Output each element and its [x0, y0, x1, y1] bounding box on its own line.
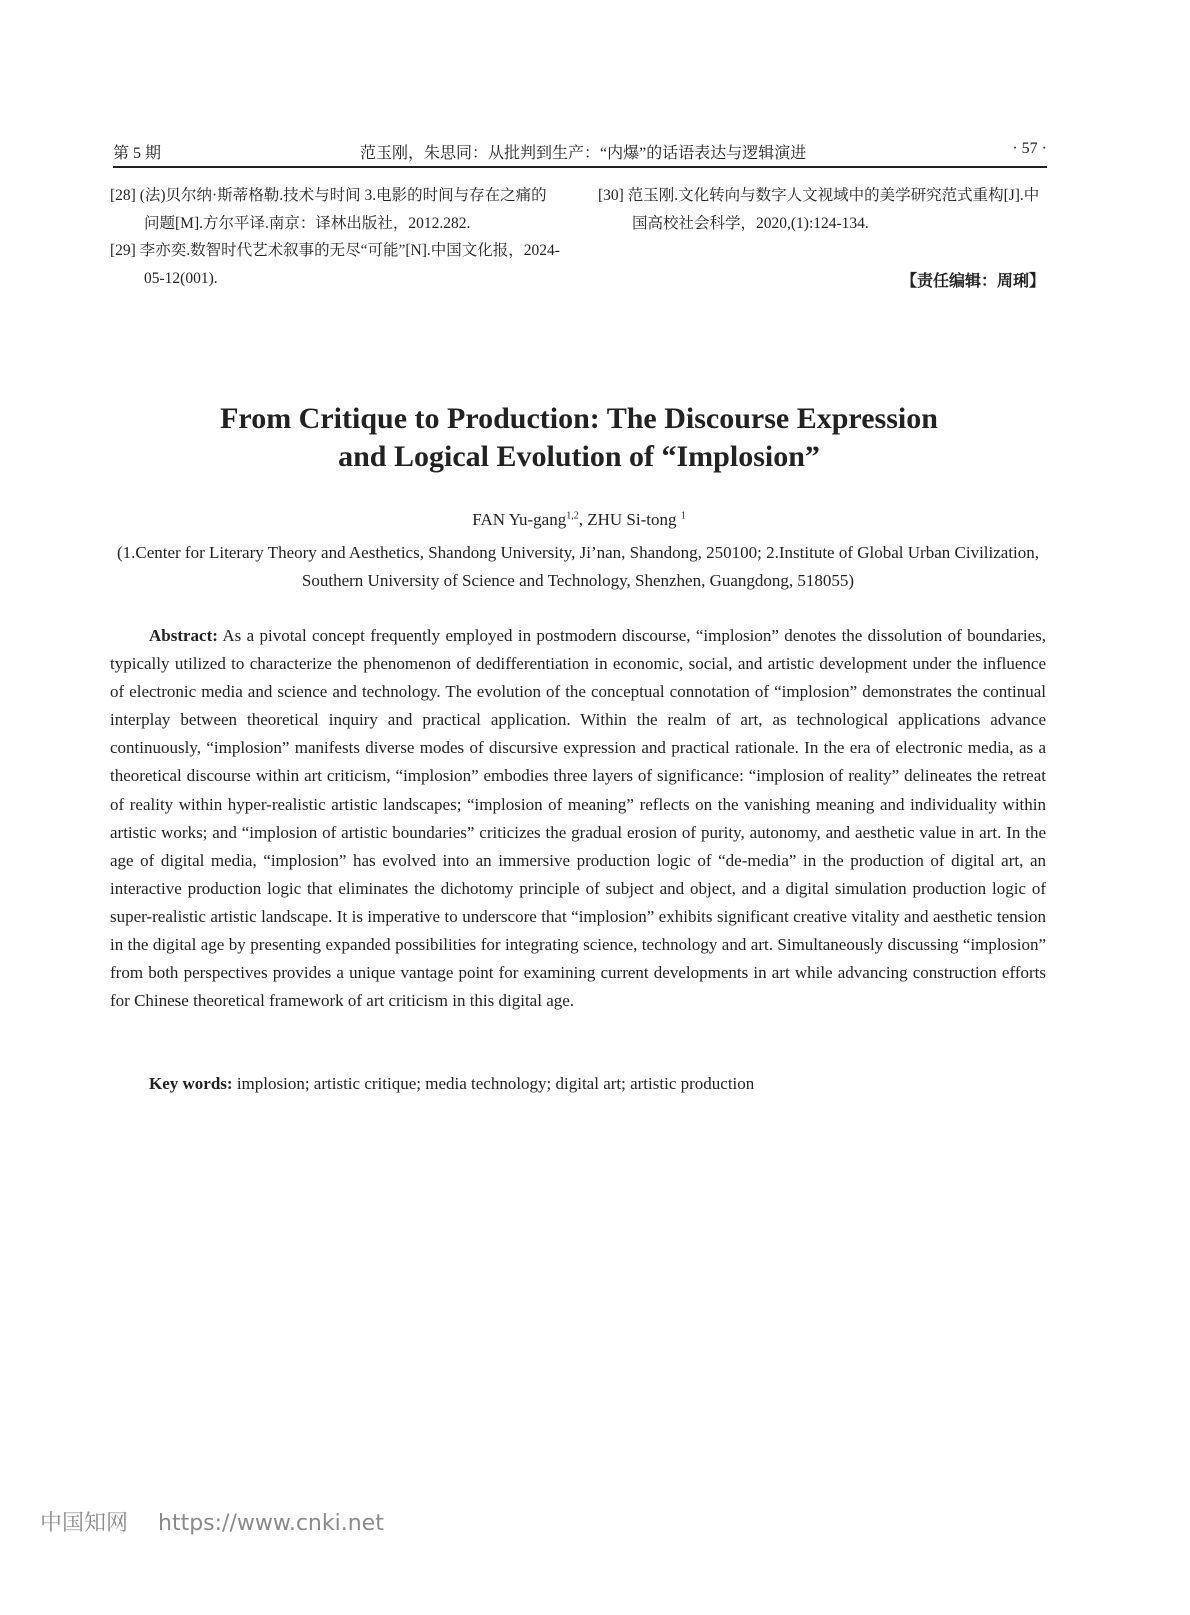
reference-30: [30] 范玉刚.文化转向与数字人文视域中的美学研究范式重构[J].中国高校社会科学，2020,(1):124-134. — [598, 187, 1040, 232]
paper-title: From Critique to Production: The Discourse Expression and Logical Evolution of “Implosion” — [220, 402, 938, 473]
references-right — [598, 182, 1048, 237]
reference-29: [29] 李亦奕.数智时代艺术叙事的无尽“可能”[N].中国文化报，2024-05-12(001). — [110, 242, 560, 287]
cnki-watermark: 中国知网 https://www.cnki.net — [40, 1511, 384, 1536]
issue-number: 第 5 期 — [113, 145, 162, 162]
keywords-label: Key words: — [149, 1074, 233, 1093]
keywords — [149, 1074, 754, 1094]
running-title: 范玉刚，朱思同：从批判到生产：“内爆”的话语表达与逻辑演进 — [360, 145, 807, 162]
references-left — [110, 182, 560, 292]
running-header — [113, 138, 1047, 168]
page-number: · 57 · — [1012, 140, 1047, 157]
affiliations: (1.Center for Literary Theory and Aesthetics, Shandong University, Ji’nan, Shandong, 250100; 2.Institute of Global Urban Civilization, Southern University of Science and Technology, Shenzhen, Guangdong, 518055) — [116, 543, 1040, 590]
responsible-editor: 【责任编辑：周琍】 — [900, 271, 1045, 290]
reference-28: [28] (法)贝尔纳·斯蒂格勒.技术与时间 3.电影的时间与存在之痛的问题[M].方尔平译.南京：译林出版社，2012.282. — [110, 187, 547, 232]
abstract-label: Abstract: — [149, 626, 218, 645]
abstract-text: As a pivotal concept frequently employed in postmodern discourse, “implosion” denotes the dissolution of boundaries, typically utilized to characterize the phenomenon of dedifferentiation in economic, social, and artistic development under the influence of electronic media and science and technology. The evolution of the conceptual connotation of “implosion” demonstrates the continual interplay between theoretical inquiry and practical application. Within the realm of art, as technological applications advance continuously, “implosion” manifests diverse modes of discursive expression and practical rationale. In the era of electronic media, as a theoretical discourse within art criticism, “implosion” embodies three layers of significance: “implosion of reality” delineates the retreat of reality within hyper-realistic artistic landscapes; “implosion of meaning” reflects on the vanishing meaning and individuality within artistic works; and “implosion of artistic boundaries” criticizes the gradual erosion of purity, autonomy, and aesthetic value in art. In the age of digital media, “implosion” has evolved into an immersive production logic of “de-media” in the production of digital art, an interactive production logic that eliminates the dichotomy principle of subject and object, and a digital simulation production logic of super-realistic artistic landscape. It is imperative to underscore that “implosion” exhibits significant creative vitality and aesthetic tension in the digital age by presenting expanded possibilities for integrating science, technology and art. Simultaneously discussing “implosion” from both perspectives provides a unique vantage point for examining current developments in art while advancing construction efforts for Chinese theoretical framework of art criticism in this digital age. — [110, 626, 1047, 1011]
abstract — [110, 622, 1046, 1015]
keywords-text: implosion; artistic critique; media technology; digital art; artistic production — [236, 1074, 755, 1093]
authors: FAN Yu-gang$^{1,2}$, ZHU Si-tong $^1$ — [472, 510, 686, 529]
